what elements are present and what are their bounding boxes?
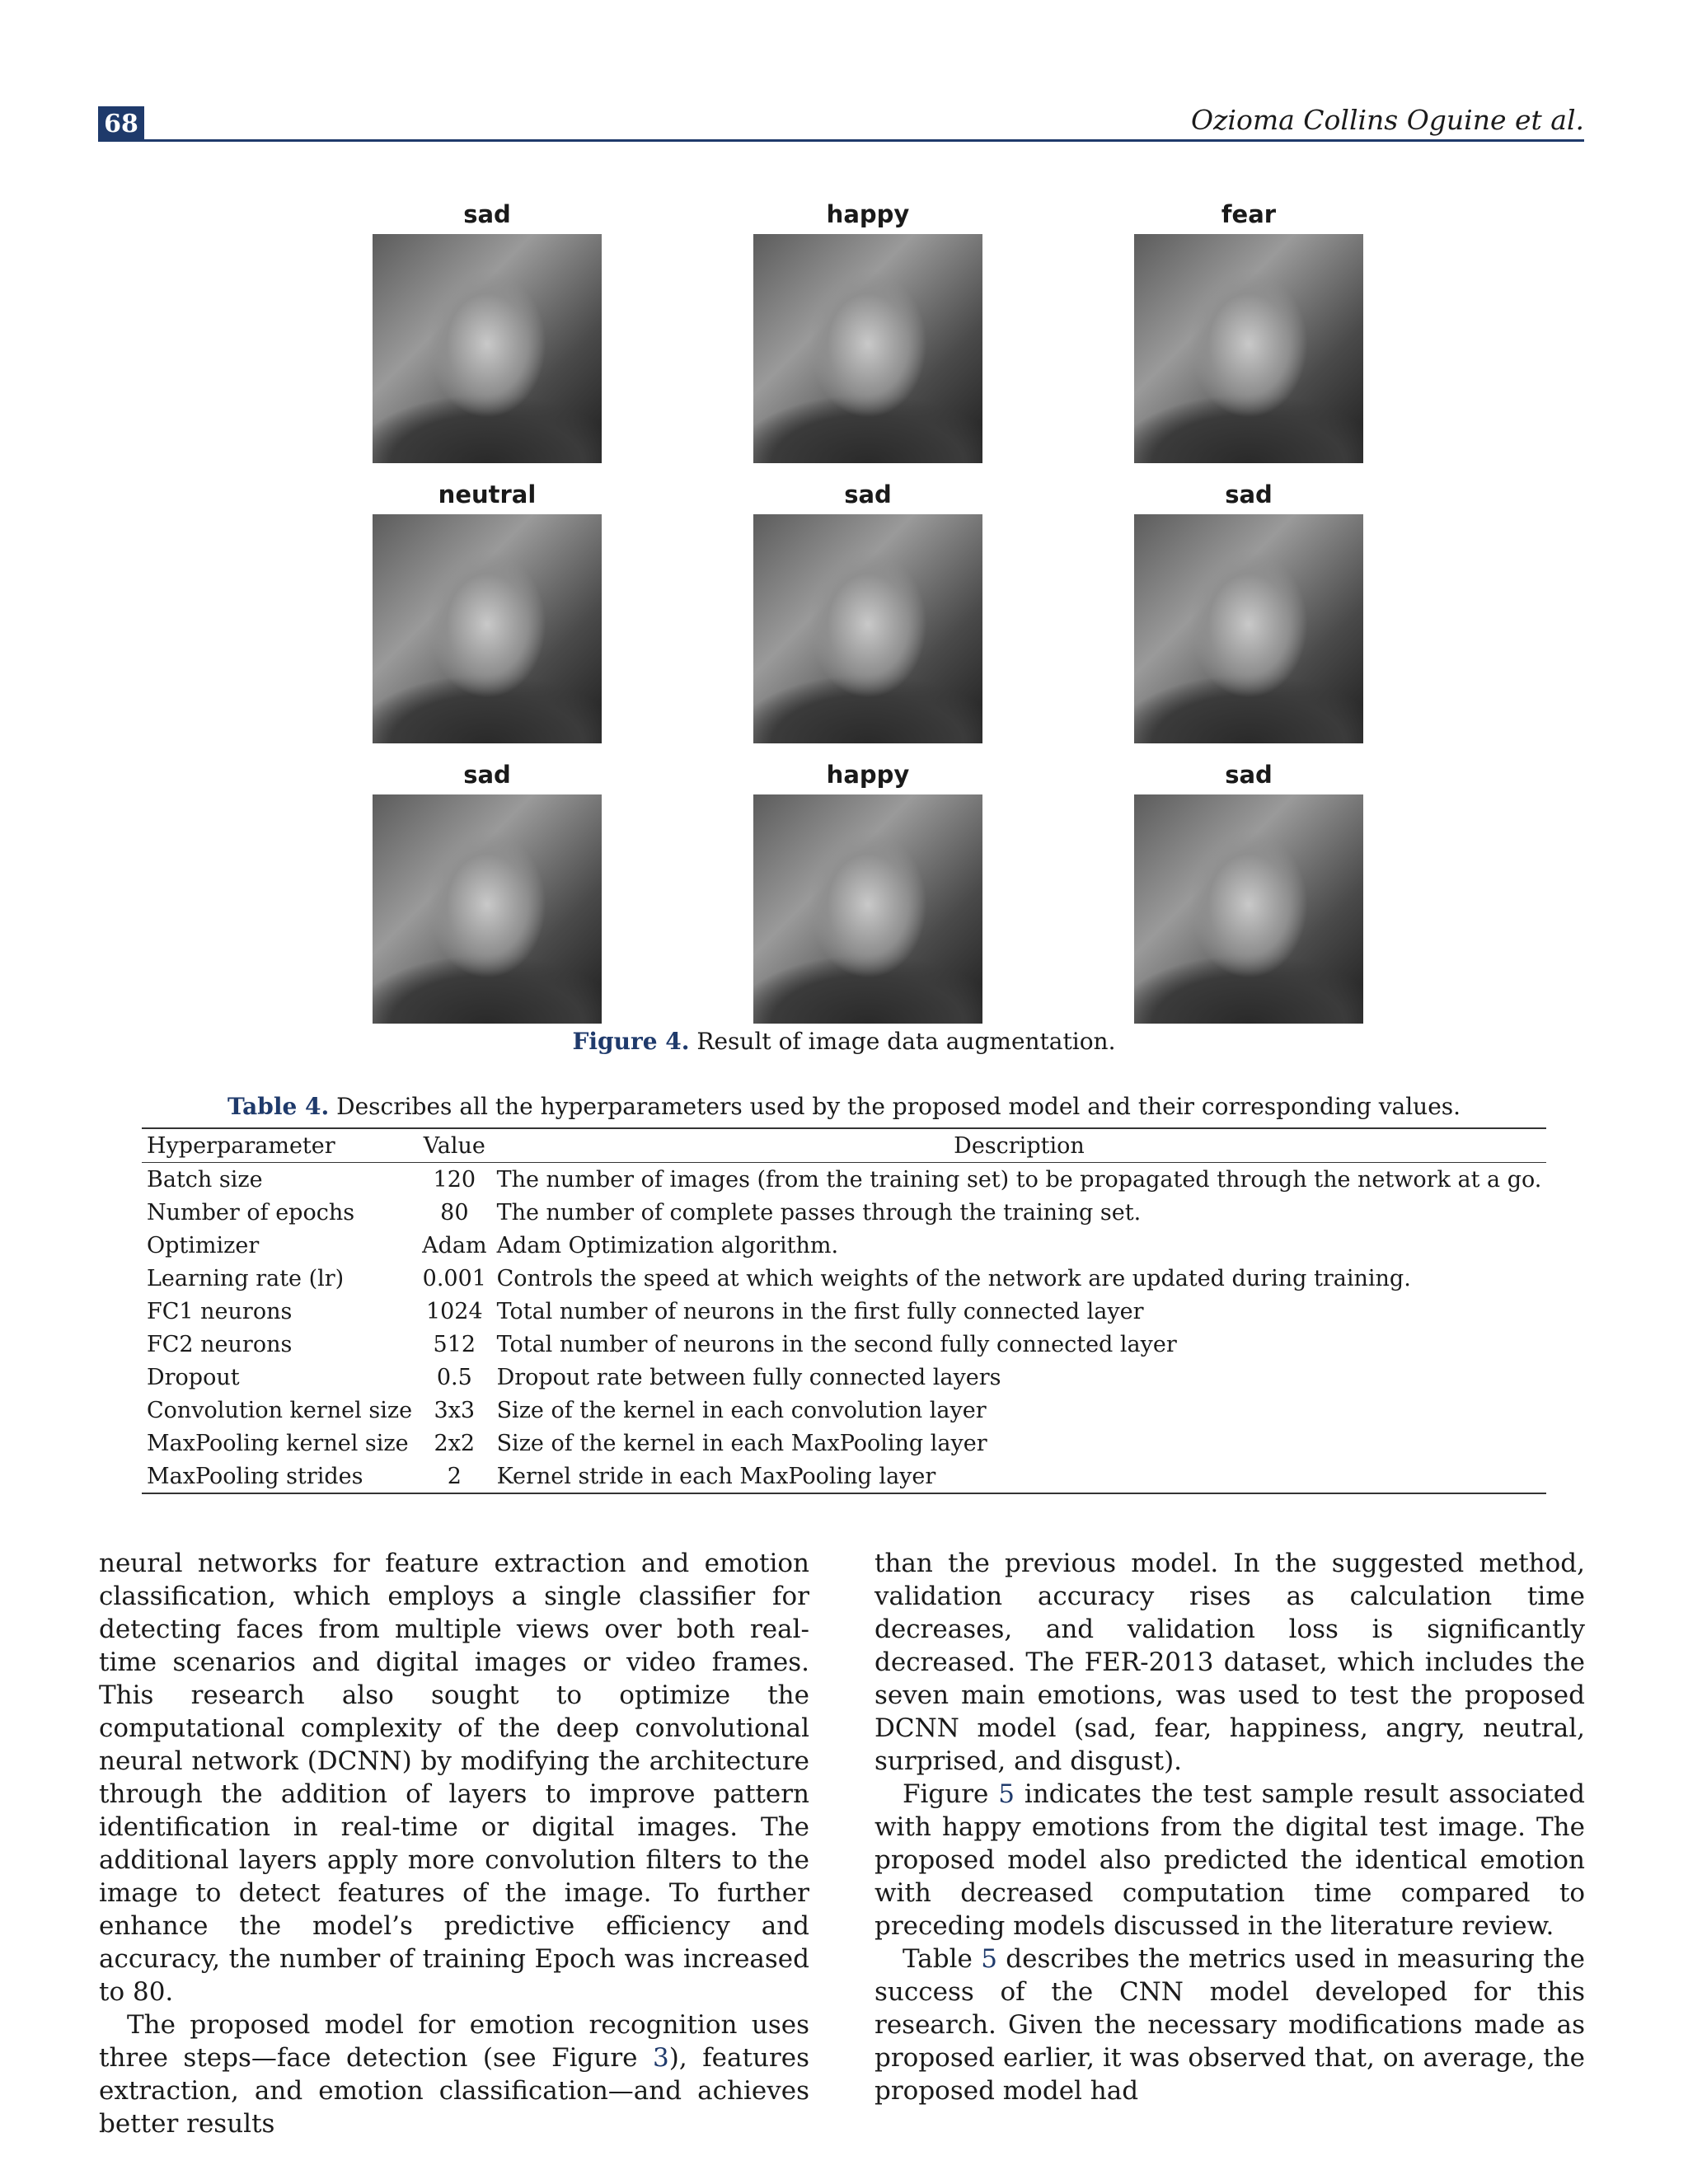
- table-cell: Total number of neurons in the first fully connected layer: [496, 1298, 1144, 1324]
- body-paragraph: neural networks for feature extraction and emotion classification, which employs a single classifier for detecting faces from multiple views over both real-time scenarios and digital images or video frames. This research also sought to optimize the computational complexity of the deep convolutional neural network (DCNN) by modifying the architecture through the addition of layers to improve pattern identification in real-time or digital images. The additional layers apply more convolution filters to the image to detect features of the image. To further enhance the model’s predictive efficiency and accuracy, the number of training Epoch was increased to 80.: [99, 1549, 809, 2007]
- table-cell: Batch size: [147, 1166, 263, 1193]
- table-row: [142, 1229, 1546, 1262]
- face-image: [1134, 794, 1363, 1024]
- column-header: Hyperparameter: [142, 1128, 417, 1163]
- table-cell: Learning rate (lr): [147, 1265, 345, 1291]
- face-image: [373, 794, 602, 1024]
- table-row: [142, 1295, 1546, 1328]
- table-cell: The number of complete passes through the training set.: [496, 1199, 1142, 1226]
- body-text: Table: [903, 1944, 982, 1974]
- figure-cell: [297, 758, 678, 1024]
- table-cell: Number of epochs: [147, 1199, 355, 1226]
- emotion-label: sad: [463, 761, 511, 789]
- figure-cell: [678, 758, 1058, 1024]
- table-cell: 2x2: [434, 1430, 476, 1456]
- table-cell: Optimizer: [147, 1232, 260, 1258]
- figure-cell: [1058, 758, 1439, 1024]
- figure-cell: [678, 478, 1058, 743]
- table-cell: 0.001: [422, 1265, 486, 1291]
- table-reference-link[interactable]: 5: [981, 1944, 997, 1974]
- page-number: 68: [98, 106, 144, 141]
- face-image: [753, 794, 982, 1024]
- table-cell: MaxPooling kernel size: [147, 1430, 409, 1456]
- table-row: [142, 1427, 1546, 1460]
- body-column-right: [874, 1547, 1585, 2107]
- table-row: [142, 1196, 1546, 1229]
- table-row: [142, 1163, 1546, 1197]
- table-caption-text: Describes all the hyperparameters used by the proposed model and their corresponding values.: [329, 1093, 1461, 1120]
- body-text: The proposed model for emotion recognition uses three steps—face detection (see Figure: [99, 2010, 809, 2073]
- header-rule: [98, 139, 1584, 142]
- figure-reference-link[interactable]: 3: [653, 2043, 669, 2073]
- hyperparameter-table: [142, 1127, 1546, 1494]
- table-cell: Convolution kernel size: [147, 1397, 413, 1423]
- figure-reference-link[interactable]: 5: [998, 1779, 1015, 1809]
- face-image: [1134, 514, 1363, 743]
- table-cell: 3x3: [434, 1397, 476, 1423]
- table-cell: Adam Optimization algorithm.: [496, 1232, 839, 1258]
- body-paragraph: than the previous model. In the suggested method, validation accuracy rises as calculation time decreases, and validation loss is significantly decreased. The FER-2013 dataset, which includes the seven main emotions, was used to test the proposed DCNN model (sad, fear, happiness, angry, neutral, surprised, and disgust).: [874, 1549, 1585, 1776]
- body-paragraph: [99, 2008, 809, 2140]
- running-head: Ozioma Collins Oguine et al.: [1190, 104, 1584, 136]
- table-row: [142, 1460, 1546, 1493]
- figure-cell: [1058, 478, 1439, 743]
- body-paragraph: [874, 1778, 1585, 1943]
- table-cell: FC2 neurons: [147, 1331, 293, 1357]
- figure-cell: [297, 198, 678, 463]
- emotion-label: sad: [463, 200, 511, 228]
- face-image: [373, 514, 602, 743]
- emotion-label: happy: [826, 761, 910, 789]
- table-cell: Size of the kernel in each MaxPooling layer: [496, 1430, 987, 1456]
- table-cell: Adam: [422, 1232, 487, 1258]
- table-header-row: [142, 1128, 1546, 1163]
- table-cell: 80: [440, 1199, 469, 1226]
- face-image: [753, 514, 982, 743]
- table-row: [142, 1361, 1546, 1394]
- body-column-left: [99, 1547, 809, 2140]
- body-text: Figure: [903, 1779, 999, 1809]
- table-cell: The number of images (from the training set) to be propagated through the network at a go.: [496, 1166, 1542, 1193]
- emotion-label: neutral: [438, 480, 537, 509]
- table-cell: 120: [433, 1166, 476, 1193]
- table-cell: Dropout rate between fully connected layers: [496, 1364, 1001, 1390]
- emotion-label: fear: [1221, 200, 1277, 228]
- figure-cell: [678, 198, 1058, 463]
- face-image: [753, 234, 982, 463]
- column-header: Value: [417, 1128, 491, 1163]
- table-caption: [0, 1093, 1688, 1120]
- table-cell: Controls the speed at which weights of the network are updated during training.: [496, 1265, 1411, 1291]
- emotion-label: sad: [1225, 761, 1273, 789]
- emotion-label: happy: [826, 200, 910, 228]
- table-cell: 512: [433, 1331, 476, 1357]
- table-cell: Dropout: [147, 1364, 240, 1390]
- table-row: [142, 1262, 1546, 1295]
- table-cell: 2: [447, 1463, 462, 1489]
- face-image: [373, 234, 602, 463]
- body-text: indicates the test sample result associated with happy emotions from the digital test image. The proposed model also predicted the identical emotion with decreased computation time compared to preceding models discussed in the literature review.: [874, 1779, 1585, 1941]
- figure-cell: [1058, 198, 1439, 463]
- table-cell: 1024: [425, 1298, 483, 1324]
- figure-caption: [0, 1028, 1688, 1055]
- figure-caption-text: Result of image data augmentation.: [689, 1028, 1116, 1055]
- column-header: Description: [492, 1128, 1547, 1163]
- figure-caption-label: Figure 4.: [572, 1028, 690, 1055]
- body-paragraph: [874, 1943, 1585, 2107]
- emotion-label: sad: [1225, 480, 1273, 509]
- table-row: [142, 1328, 1546, 1361]
- emotion-label: sad: [844, 480, 892, 509]
- body-text: describes the metrics used in measuring the success of the CNN model developed for this research. Given the necessary modifications made as proposed earlier, it was observed that, on average, the proposed model had: [874, 1944, 1585, 2106]
- face-image: [1134, 234, 1363, 463]
- table-row: [142, 1394, 1546, 1427]
- table-cell: Size of the kernel in each convolution layer: [496, 1397, 987, 1423]
- table-cell: MaxPooling strides: [147, 1463, 363, 1489]
- table-caption-label: Table 4.: [227, 1093, 330, 1120]
- table-cell: FC1 neurons: [147, 1298, 293, 1324]
- table-cell: Kernel stride in each MaxPooling layer: [496, 1463, 936, 1489]
- table-cell: Total number of neurons in the second fully connected layer: [496, 1331, 1177, 1357]
- body-text: ), features extraction, and emotion classification—and achieves better results: [99, 2043, 809, 2139]
- figure-cell: [297, 478, 678, 743]
- augmentation-figure: [297, 198, 1401, 1024]
- table-cell: 0.5: [436, 1364, 472, 1390]
